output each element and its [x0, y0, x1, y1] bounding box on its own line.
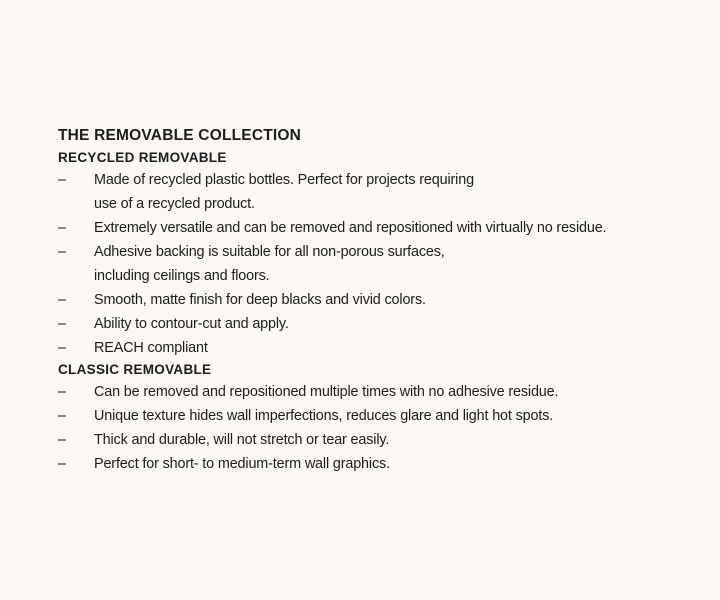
list-item — [58, 428, 698, 452]
bullet-list — [58, 380, 698, 476]
list-item-text: Extremely versatile and can be removed and repositioned with virtually no residue. — [94, 220, 607, 236]
section-heading: RECYCLED REMOVABLE — [58, 150, 227, 165]
section-heading: CLASSIC REMOVABLE — [58, 362, 212, 377]
list-item — [58, 240, 698, 288]
list-item-text: Made of recycled plastic bottles. Perfect for projects requiring use of a recycled product. — [94, 172, 474, 212]
bullet-dash: – — [58, 340, 66, 356]
list-item — [58, 404, 698, 428]
list-item-text: Adhesive backing is suitable for all non-porous surfaces, including ceilings and floors. — [94, 244, 445, 284]
list-item-text: REACH compliant — [94, 340, 208, 356]
section-classic-removable — [58, 360, 698, 476]
list-item-text: Perfect for short- to medium-term wall graphics. — [94, 456, 390, 472]
list-item — [58, 380, 698, 404]
list-item-text: Thick and durable, will not stretch or tear easily. — [94, 432, 390, 448]
list-item — [58, 288, 698, 312]
list-item — [58, 336, 698, 360]
list-item — [58, 216, 698, 240]
list-item — [58, 312, 698, 336]
list-item-text: Smooth, matte finish for deep blacks and vivid colors. — [94, 292, 426, 308]
list-item-text: Ability to contour-cut and apply. — [94, 316, 289, 332]
bullet-dash: – — [58, 244, 66, 260]
list-item — [58, 168, 698, 216]
list-item-text: Unique texture hides wall imperfections, reduces glare and light hot spots. — [94, 408, 554, 424]
bullet-list — [58, 168, 698, 360]
bullet-dash: – — [58, 220, 66, 236]
bullet-dash: – — [58, 456, 66, 472]
section-recycled-removable — [58, 148, 698, 360]
bullet-dash: – — [58, 432, 66, 448]
bullet-dash: – — [58, 292, 66, 308]
bullet-dash: – — [58, 316, 66, 332]
list-item — [58, 452, 698, 476]
collection-title: THE REMOVABLE COLLECTION — [58, 127, 302, 144]
bullet-dash: – — [58, 384, 66, 400]
document-body — [58, 126, 698, 476]
list-item-text: Can be removed and repositioned multiple times with no adhesive residue. — [94, 384, 559, 400]
bullet-dash: – — [58, 408, 66, 424]
bullet-dash: – — [58, 172, 66, 188]
